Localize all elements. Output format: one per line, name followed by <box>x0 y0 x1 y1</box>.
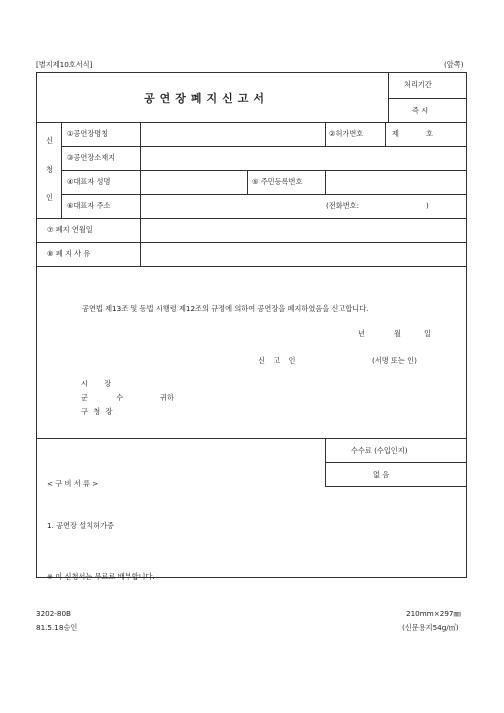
free-distribution-note: ※ 이 신청서는 무료로 배부합니다. <box>47 572 155 581</box>
paper-size: 210mm×297㎜ <box>406 609 461 618</box>
form-code: 3202-80B <box>36 609 71 618</box>
phone-label: (전화번호: <box>326 201 359 210</box>
venue-address-label: ③공연장소재지 <box>67 153 116 162</box>
required-document-item: 1. 공연장 설치허가증 <box>47 521 114 530</box>
date-month: 월 <box>394 329 401 338</box>
reporter-label: 신 고 인 <box>258 356 299 365</box>
paper-type: (신문용지54g/㎡) <box>402 623 459 632</box>
license-prefix: 제 <box>392 129 399 138</box>
signature-note: (서명 또는 인) <box>372 356 417 365</box>
required-documents-heading: < 구 비 서 류 > <box>47 479 99 488</box>
recipient-mayor: 시 장 <box>81 379 112 388</box>
recipient-district-head: 구 청 장 <box>81 407 113 416</box>
venue-name-label: ①공연장명칭 <box>67 129 109 138</box>
page-side: (앞쪽) <box>444 60 464 69</box>
representative-address-label: ⑥대표자 주소 <box>67 201 111 210</box>
approval-date: 81.5.18승인 <box>36 623 78 632</box>
recipient-county-head: 군 수 <box>81 393 124 402</box>
representative-name-label: ④대표자 성명 <box>67 177 111 186</box>
date-year: 년 <box>358 329 365 338</box>
applicant-label-char: 신 <box>46 136 53 145</box>
applicant-label-char: 인 <box>46 193 53 202</box>
processing-period-value: 즉 시 <box>412 106 429 115</box>
resident-number-label: ⑤ 주민등록번호 <box>252 177 303 186</box>
recipient-honorific: 귀하 <box>160 393 174 402</box>
fee-value: 없 음 <box>373 470 390 479</box>
license-number-label: ②허가번호 <box>329 129 364 138</box>
fee-label: 수수료 (수입인지) <box>351 446 408 455</box>
closure-date-label: ⑦ 폐지 연월일 <box>47 225 93 234</box>
closure-reason-label: ⑧ 폐 지 사 유 <box>47 249 91 258</box>
form-title: 공연장폐지신고서 <box>144 92 270 105</box>
form-number: [별지제10호서식] <box>36 60 93 69</box>
applicant-label-char: 청 <box>46 165 53 174</box>
declaration-statement: 공연법 제13조 및 동법 시행령 제12조의 규정에 의하여 공연장을 폐지하였음을 신고합니다. <box>82 304 369 313</box>
processing-period-label: 처리기간 <box>404 80 432 89</box>
phone-close: ) <box>426 201 429 210</box>
date-day: 일 <box>424 329 431 338</box>
license-suffix: 호 <box>426 129 433 138</box>
